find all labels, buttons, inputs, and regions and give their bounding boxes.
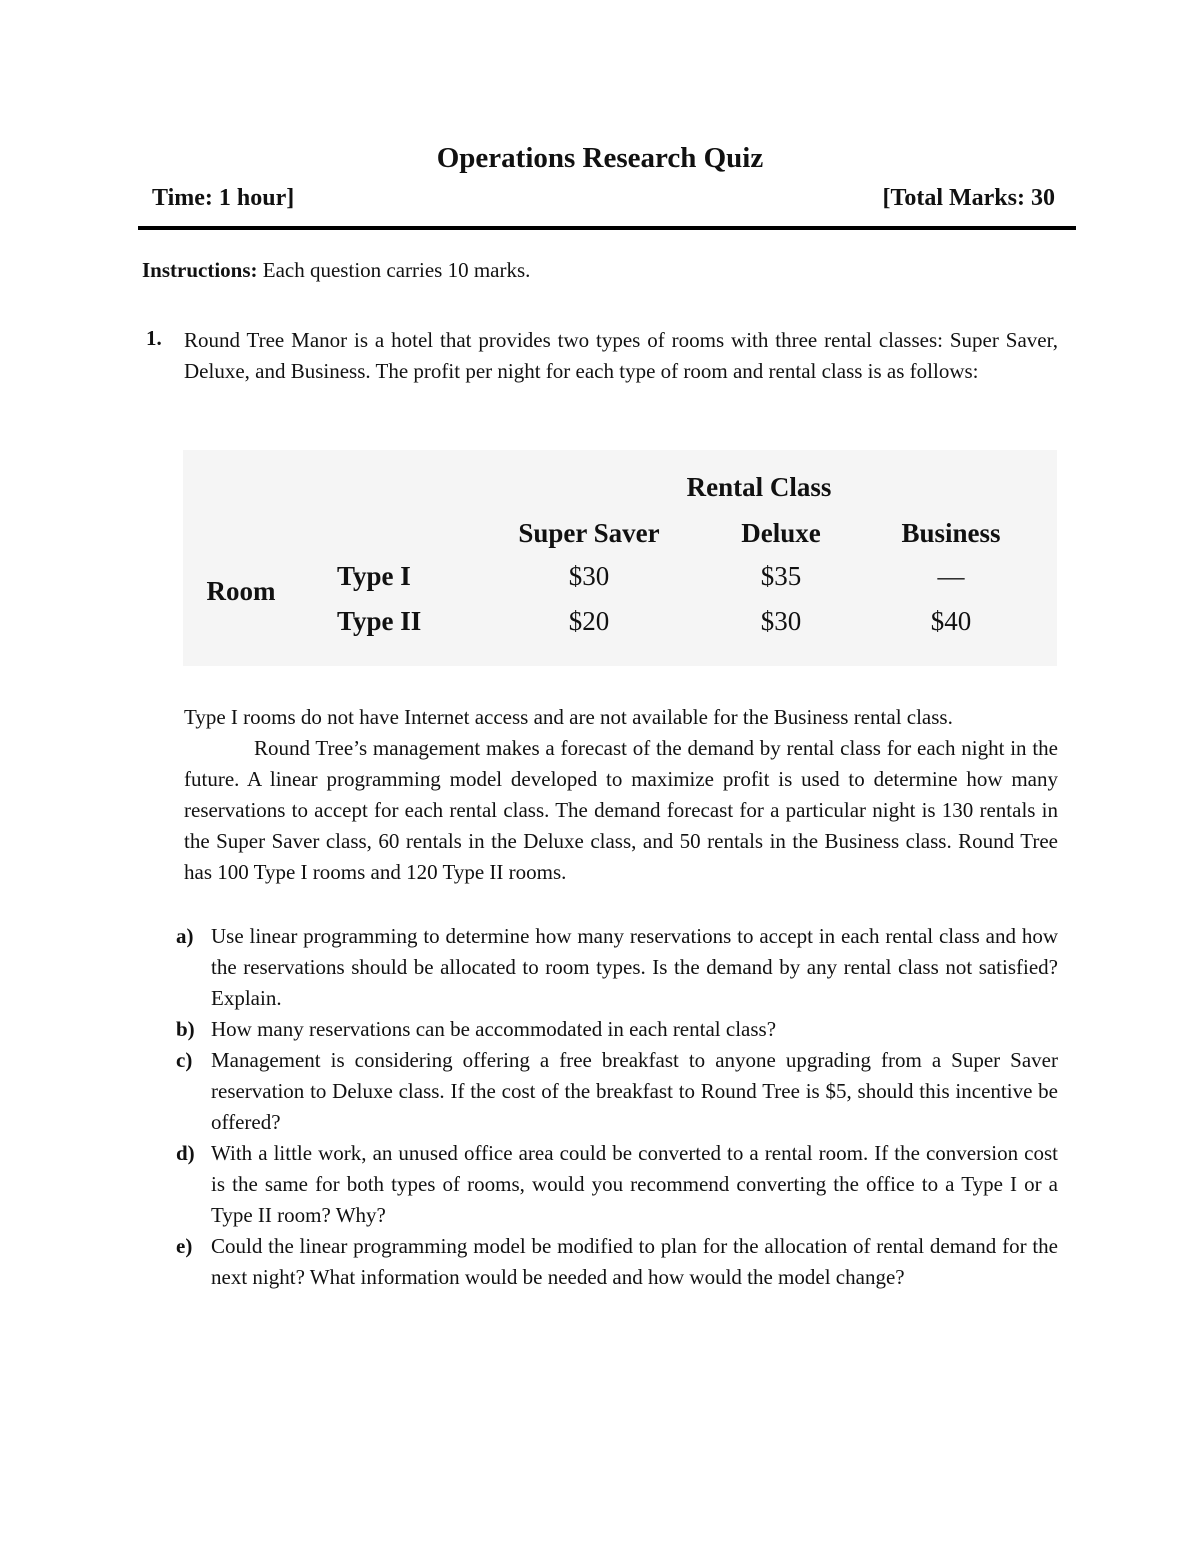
sub-question-text: Management is considering offering a free breakfast to anyone upgrading from a Super Saver reservation to Deluxe class. If the cost of the breakfast to Round Tree is $5, should this incentive be offered? <box>211 1048 1058 1134</box>
question-body: Round Tree’s management makes a forecast of the demand by rental class for each night in the future. A linear programming model developed to maximize profit is used to determine how many reservations to accept for each rental class. The demand forecast for a particular night is 130 rentals in the Super Saver class, 60 rentals in the Deluxe class, and 50 rentals in the Business class. Round Tree has 100 Type I rooms and 120 Type II rooms. <box>184 736 1058 884</box>
table-cell: $35 <box>760 561 802 591</box>
table-cell: $40 <box>930 606 972 636</box>
question-number: 1. <box>146 326 162 350</box>
table-cell: $20 <box>568 606 610 636</box>
instructions-label: Instructions: <box>142 258 258 282</box>
table-group-header: Rental Class <box>686 472 832 502</box>
row-group-header: Room <box>206 576 276 606</box>
question-intro: Round Tree Manor is a hotel that provides two types of rooms with three rental classes: Super Saver, Deluxe, and Business. The profit per night for each type of room and rental class is as follows: <box>184 328 1058 383</box>
sub-question-text: With a little work, an unused office area could be converted to a rental room. If the conversion cost is the same for both types of rooms, would you recommend converting the office to a Type I or a Type II room? Why? <box>211 1141 1058 1227</box>
header-divider <box>138 226 1076 230</box>
column-header: Super Saver <box>518 518 660 548</box>
instructions <box>142 258 530 283</box>
time-limit: Time: 1 hour] <box>152 185 295 211</box>
sub-question-letter: a) <box>176 924 194 948</box>
profit-table <box>183 450 1057 666</box>
sub-question-letter: d) <box>176 1141 195 1165</box>
table-cell: — <box>937 561 965 591</box>
table-cell: $30 <box>568 561 610 591</box>
row-label: Type I <box>337 561 411 591</box>
row-label: Type II <box>337 606 422 636</box>
sub-question-letter: b) <box>176 1017 195 1041</box>
sub-question-letter: e) <box>176 1234 193 1258</box>
sub-question-text: Use linear programming to determine how many reservations to accept in each rental class and how the reservations should be allocated to room types. Is the demand by any rental class not satisfied? Explain. <box>211 924 1058 1010</box>
total-marks: [Total Marks: 30 <box>882 185 1055 211</box>
instructions-text: Each question carries 10 marks. <box>257 258 531 282</box>
table-cell: $30 <box>760 606 802 636</box>
sub-question-text: How many reservations can be accommodated in each rental class? <box>211 1017 777 1041</box>
sub-question-text: Could the linear programming model be modified to plan for the allocation of rental demand for the next night? What information would be needed and how would the model change? <box>211 1234 1058 1289</box>
sub-question-letter: c) <box>176 1048 193 1072</box>
table-note: Type I rooms do not have Internet access and are not available for the Business rental class. <box>184 705 953 729</box>
column-header: Deluxe <box>741 518 821 548</box>
page-title: Operations Research Quiz <box>436 142 764 174</box>
column-header: Business <box>901 518 1001 548</box>
